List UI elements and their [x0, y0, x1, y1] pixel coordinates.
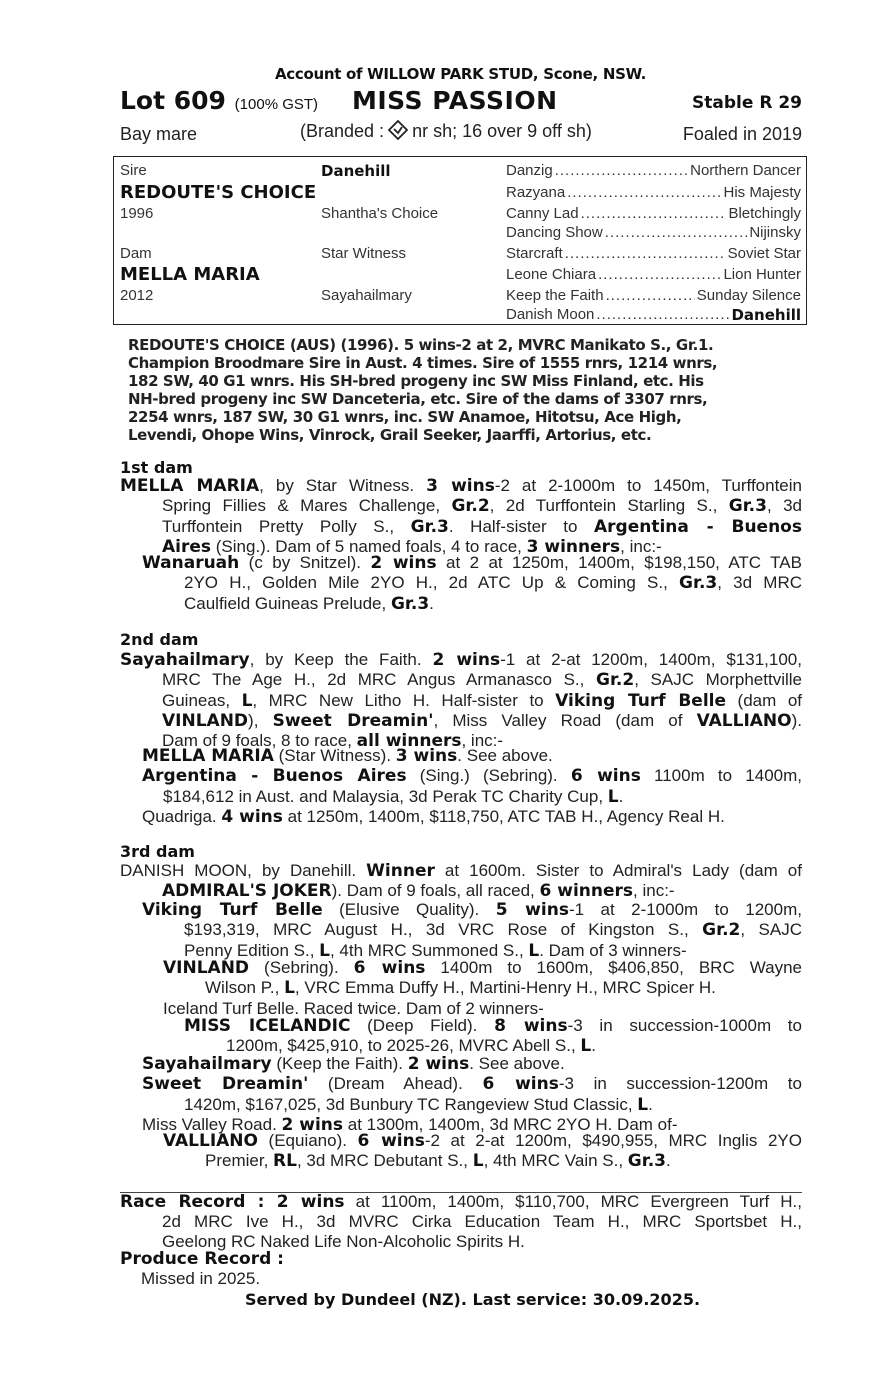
ancestor-row: Canny Lad ..... Bletchingly	[506, 205, 801, 222]
sire-year: 1996	[120, 205, 154, 222]
first-dam-entry: MELLA MARIA, by Star Witness. 3 wins-2 at 2-1000m to 1450m, Turffontein Spring Fillies & Mares Challenge, Gr.2, 2d Turffontein Starling S., Gr.3, 3d Turffontein Pretty Polly S., Gr.3. Half-sister to Argentina - Buenos Aires (Sing.). Dam of 5 named foals, 4 to race, 3 winners, inc:-	[120, 476, 802, 557]
sire-sire: Danehill	[321, 162, 391, 180]
foaled-year: Foaled in 2019	[682, 124, 802, 144]
dam-year: 2012	[120, 287, 154, 304]
ancestor-row: Dancing Show ..... Nijinsky	[506, 224, 801, 241]
title-row	[120, 86, 802, 120]
vendor-account: Account of WILLOW PARK STUD, Scone, NSW.	[274, 65, 647, 83]
race-record: Race Record : 2 wins at 1100m, 1400m, $110,700, MRC Evergreen Turf H., 2d MRC Ive H., 3d MVRC Cirka Education Team H., MRC Sportsbet H., Geelong RC Naked Life Non-Alcoholic Spirits H.	[120, 1192, 802, 1251]
ancestor-row: Danzig ..... Northern Dancer	[506, 162, 801, 179]
third-dam-grand-progeny: VINLAND (Sebring). 6 wins 1400m to 1600m, $406,850, BRC Wayne Wilson P., L, VRC Emma Duffy H., Martini-Henry H., MRC Spicer H. Iceland Turf Belle. Raced twice. Dam of 2 winners-	[163, 958, 802, 1018]
dam-name: MELLA MARIA	[120, 264, 260, 285]
dam-dam: Sayahailmary	[321, 287, 412, 304]
brand-diamond-icon	[388, 120, 408, 145]
third-dam-great-grand-progeny: MISS ICELANDIC (Deep Field). 8 wins-3 in succession-1000m to 1200m, $425,910, to 2025-26, MVRC Abell S., L.	[184, 1016, 802, 1057]
lot-number: Lot 609 (100% GST)	[120, 86, 319, 115]
ancestor-row: Danish Moon ..... Danehill	[506, 306, 801, 324]
third-dam-grand-progeny-2: VALLIANO (Equiano). 6 wins-2 at 2-at 1200m, $490,955, MRC Inglis 2YO Premier, RL, 3d MRC Debutant S., L, 4th MRC Vain S., Gr.3.	[163, 1131, 802, 1172]
produce-record: Produce Record : Missed in 2025.	[120, 1249, 284, 1289]
gst-note: (100% GST)	[234, 96, 319, 113]
dam-label: Dam	[120, 245, 152, 262]
sire-summary: REDOUTE'S CHOICE (AUS) (1996). 5 wins-2 at 2, MVRC Manikato S., Gr.1. Champion Broodmare Sire in Aust. 4 times. Sire of 1555 rnrs, 1214 wnrs, 182 SW, 40 G1 wnrs. His SH-bred progeny inc SW Miss Finland, etc. His NH-bred progeny inc SW Danceteria, etc. Sire of the dams of 3307 rnrs, 2254 wnrs, 187 SW, 30 G1 wnrs, inc. SW Anamoe, Hitotsu, Ace High, Levendi, Ohope Wins, Vinrock, Grail Seeker, Jaarffi, Artorius, etc.	[128, 336, 718, 444]
third-dam-progeny: Viking Turf Belle (Elusive Quality). 5 wins-1 at 2-1000m to 1200m, $193,319, MRC August H., 3d VRC Rose of Kingston S., Gr.2, SAJC Penny Edition S., L, 4th MRC Summoned S., L. Dam of 3 winners-	[142, 900, 802, 961]
second-dam-heading: 2nd dam	[120, 630, 199, 649]
sire-dam: Shantha's Choice	[321, 205, 439, 222]
first-dam-progeny: Wanaruah (c by Snitzel). 2 wins at 2 at 1250m, 1400m, $198,150, ATC TAB 2YO H., Golden Mile 2YO H., 2d ATC Up & Coming S., Gr.3, 3d MRC Caulfield Guineas Prelude, Gr.3.	[142, 553, 803, 614]
second-dam-progeny: MELLA MARIA (Star Witness). 3 wins. See above. Argentina - Buenos Aires (Sing.) (Sebring). 6 wins 1100m to 1400m, $184,612 in Aust. and Malaysia, 3d Perak TC Charity Cup, L. Quadriga. 4 wins at 1250m, 1400m, $118,750, ATC TAB H., Agency Real H.	[142, 746, 802, 827]
first-dam-heading: 1st dam	[120, 458, 193, 477]
horse-details	[120, 120, 802, 146]
stable-number: Stable R 29	[692, 93, 802, 113]
ancestor-row: Leone Chiara ..... Lion Hunter	[506, 266, 801, 283]
sire-name: REDOUTE'S CHOICE	[120, 182, 317, 203]
brand-description: (Branded : nr sh; 16 over 9 off sh)	[300, 120, 592, 145]
third-dam-heading: 3rd dam	[120, 842, 195, 861]
pedigree-table	[113, 156, 807, 325]
second-dam-entry: Sayahailmary, by Keep the Faith. 2 wins-1 at 2-at 1200m, 1400m, $131,100, MRC The Age H., 2d MRC Angus Armanasco S., Gr.2, SAJC Morphettville Guineas, L, MRC New Litho H. Half-sister to Viking Turf Belle (dam of VINLAND), Sweet Dreamin', Miss Valley Road (dam of VALLIANO). Dam of 9 foals, 8 to race, all winners, inc:-	[120, 650, 803, 752]
third-dam-entry: DANISH MOON, by Danehill. Winner at 1600m. Sister to Admiral's Lady (dam of ADMIRAL'S JOKER). Dam of 9 foals, all raced, 6 winners, inc:-	[120, 861, 802, 902]
dam-sire: Star Witness	[321, 245, 407, 262]
third-dam-progeny-2: Sayahailmary (Keep the Faith). 2 wins. See above. Sweet Dreamin' (Dream Ahead). 6 wins-3 in succession-1200m to 1420m, $167,025, 3d Bunbury TC Rangeview Stud Classic, L. Miss Valley Road. 2 wins at 1300m, 1400m, 3d MRC 2YO H. Dam of-	[142, 1054, 802, 1135]
ancestor-row: Razyana ..... His Majesty	[506, 184, 801, 201]
horse-name: MISS PASSION	[352, 86, 558, 115]
ancestor-row: Keep the Faith ..... Sunday Silence	[506, 287, 801, 304]
sire-label: Sire	[120, 162, 147, 179]
horse-sex: Bay mare	[120, 124, 198, 144]
served-note: Served by Dundeel (NZ). Last service: 30.09.2025.	[244, 1290, 701, 1309]
ancestor-row: Starcraft ..... Soviet Star	[506, 245, 801, 262]
